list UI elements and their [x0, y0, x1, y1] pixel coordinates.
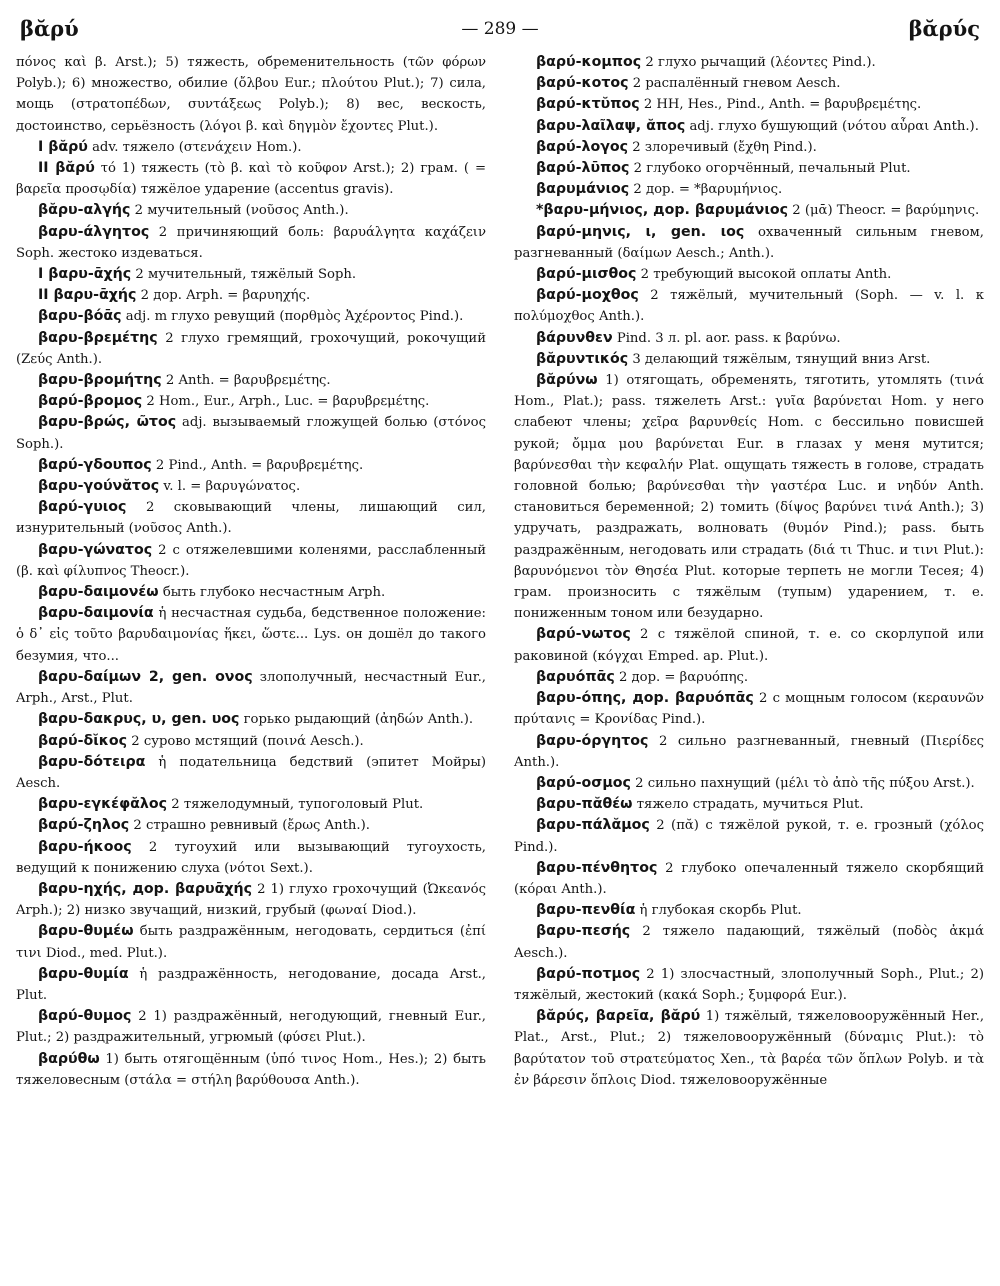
- entry-definition: 2 тяжёлый, мучительный (Soph. — v. l. к πολύμοχθος Anth.).: [514, 288, 984, 325]
- page-number: — 289 —: [461, 19, 539, 39]
- dictionary-entry: [514, 349, 984, 370]
- dictionary-entry: [514, 794, 984, 815]
- entry-definition: Pind. 3 л. pl. aor. pass. к βαρύνω.: [616, 330, 841, 346]
- dictionary-entry: [16, 52, 486, 137]
- dictionary-entry: [514, 52, 984, 73]
- header-left-word: βᾰρύ: [20, 16, 79, 41]
- dictionary-entry: [514, 200, 984, 221]
- columns: [16, 52, 984, 1091]
- entry-definition: ἡ глубокая скорбь Plut.: [639, 903, 802, 919]
- dictionary-entry: [16, 497, 486, 539]
- entry-definition: 2 1) раздражённый, негодующий, гневный Eur., Plut.; 2) раздражительный, угрюмый (φύσει Plut.).: [16, 1009, 486, 1046]
- entry-definition: 2 1) глухо грохочущий (Ὠκεανός Arph.); 2) низко звучащий, низкий, грубый (φωναί Diod.).: [16, 881, 486, 919]
- dictionary-entry: [514, 624, 984, 666]
- entry-headword: βαρυόπᾱς: [536, 668, 615, 685]
- dictionary-entry: [514, 667, 984, 688]
- entry-headword: βαρύ-κτῠπος: [536, 96, 640, 113]
- entry-definition: быть глубоко несчастным Arph.: [162, 585, 386, 601]
- entry-definition: 2 глухо гремящий, грохочущий, рокочущий (Ζεύς Anth.).: [16, 330, 486, 367]
- dictionary-entry: [16, 794, 486, 815]
- entry-headword: βαρύ-θυμος: [38, 1008, 132, 1025]
- entry-headword: βαρυ-ήκοος: [38, 838, 132, 855]
- entry-definition: 2 (πᾰ) с тяжёлой рукой, т. е. грозный (χόλος Pind.).: [514, 818, 984, 855]
- entry-definition: 2 с тяжёлой спиной, т. е. со скорлупой или раковиной (κόγχαι Emped. ap. Plut.).: [514, 627, 984, 664]
- dictionary-entry: [16, 476, 486, 497]
- right-column: [514, 52, 984, 1091]
- dictionary-entry: [514, 158, 984, 179]
- dictionary-entry: [16, 158, 486, 200]
- entry-definition: горько рыдающий (ἀηδών Anth.).: [243, 712, 474, 728]
- entry-definition: 2 причиняющий боль: βαρυάλγητα καχάζειν Soph. жестоко издеваться.: [16, 224, 486, 261]
- entry-headword: *βαρυ-μήνιος, дор. βαρυμάνιος: [536, 202, 789, 219]
- entry-definition: 2 тяжело падающий, тяжёлый (ποδὸς ἀκμά Aesch.).: [514, 924, 984, 961]
- entry-definition: 2 глубоко огорчённый, печальный Plut.: [633, 161, 911, 177]
- entry-definition: 2 Anth. = βαρυβρεμέτης.: [165, 373, 331, 389]
- entry-headword: βαρυ-πᾰθέω: [536, 796, 633, 813]
- dictionary-entry: [514, 116, 984, 137]
- entry-definition: ἡ раздражённость, негодование, досада Arst., Plut.: [16, 966, 487, 1003]
- entry-headword: βαρύ-μοχθος: [536, 287, 639, 304]
- entry-definition: 2 тяжелодумный, тупоголовый Plut.: [171, 797, 424, 813]
- entry-definition: 2 глубоко опечаленный тяжело скорбящий (κόραι Anth.).: [514, 860, 984, 897]
- entry-headword: βαρυ-γώνατος: [38, 541, 153, 558]
- dictionary-entry: [514, 370, 984, 624]
- entry-definition: τό 1) тяжесть (τὸ β. καὶ τὸ κοῦφον Arst.); 2) грам. ( = βαρεῖα προσῳδία) тяжёлое ударение (accentus gravis).: [16, 161, 486, 198]
- dictionary-entry: [514, 921, 984, 963]
- entry-definition: 2 злоречивый (ἔχθη Pind.).: [632, 139, 817, 155]
- entry-headword: βαρύ-γυιος: [38, 499, 127, 516]
- dictionary-entry: [16, 222, 486, 264]
- dictionary-entry: [16, 879, 486, 921]
- entry-headword: βαρύ-κοτος: [536, 75, 629, 92]
- entry-definition: 1) отягощать, обременять, тяготить, утомлять (τινά Hom., Plat.); pass. тяжелеть Arst.: γυῖα βαρύνεται Hom. у него слабеют члены; χεῖρα βαρυνθείς Hom. с бессильно повисшей рукой; ὄμμα μου βαρύνεται Eur. в глазах у меня мутится; βαρύνεσθαι τὴν κεφαλήν Plat. ощущать тяжесть в голове, страдать головной болью; βαρύνεσθαι τὴν γαστέρα Luc. и νηδύν Anth. становиться беременной; 2) томить (δίψος βαρύνει τινά Anth.); 3) удручать, раздражать, волновать (θυμόν Pind.); pass. быть раздражённым, негодовать или страдать (διά τι Thuc. и τινι Plut.): βαρυνόμενοι τὸν Θησέα Plut. которые терпеть не могли Тесея; 4) грам. произносить с тяжёлым (тупым) ударением, т. е. пониженным тоном или безударно.: [514, 373, 985, 622]
- entry-definition: злополучный, несчастный Eur., Arph., Arst., Plut.: [16, 669, 486, 707]
- entry-definition: 1) быть отягощённым (ὑπό τινος Hom., Hes.); 2) быть тяжеловесным (στάλα = στήλη βαρύθουσα Anth.).: [16, 1051, 486, 1088]
- entry-definition: adj. m глухо ревущий (πορθμὸς Ἀχέροντος Pind.).: [125, 309, 464, 325]
- entry-headword: βαρυμάνιος: [536, 181, 630, 198]
- entry-headword: βαρύ-κομπος: [536, 54, 642, 70]
- entry-definition: ἡ подательница бедствий (эпитет Мойры) Aesch.: [16, 754, 486, 791]
- entry-definition: v. l. = βαρυγώνατος.: [163, 479, 301, 495]
- dictionary-entry: [16, 731, 486, 752]
- entry-definition: 2 глухо рычащий (λέοντες Pind.).: [645, 55, 876, 70]
- entry-definition: adj. глухо бушующий (νότου αὖραι Anth.).: [689, 118, 979, 134]
- running-head: [16, 14, 984, 48]
- entry-definition: adj. вызываемый гложущей болью (στόνος Soph.).: [16, 415, 486, 452]
- entry-headword: βαρύ-μηνις, ι, gen. ιος: [536, 223, 745, 240]
- entry-definition: 2 дор. Arph. = βαρυηχής.: [140, 288, 311, 304]
- entry-headword: βαρύ-βρομος: [38, 393, 143, 410]
- dictionary-entry: [16, 921, 486, 963]
- dictionary-entry: [16, 1049, 486, 1091]
- dictionary-entry: [514, 815, 984, 857]
- entry-headword: βαρύ-μισθος: [536, 266, 637, 283]
- dictionary-entry: [514, 285, 984, 327]
- dictionary-entry: [514, 264, 984, 285]
- entry-headword: βαρυ-λαῖλαψ, ᾰπος: [536, 117, 686, 134]
- entry-headword: βαρυ-δαιμονέω: [38, 584, 159, 601]
- entry-definition: adv. тяжело (στενάχειν Hom.).: [92, 139, 302, 155]
- dictionary-entry: [16, 391, 486, 412]
- dictionary-entry: [514, 328, 984, 349]
- entry-definition: ἡ несчастная судьба, бедственное положение: ὁ δ᾽ εἰς τοῦτο βαρυδαιμονίας ἥκει, ὥστε... Lys. он дошёл до такого безумия, что...: [16, 606, 486, 664]
- entry-headword: βαρυ-βρεμέτης: [38, 329, 158, 346]
- entry-definition: 2 тугоухий или вызывающий тугоухость, ведущий к понижению слуха (νότοι Sext.).: [16, 839, 486, 876]
- entry-definition: 3 делающий тяжёлым, тянущий вниз Arst.: [632, 351, 931, 367]
- left-column: [16, 52, 486, 1091]
- dictionary-entry: [16, 603, 486, 667]
- entry-definition: охваченный сильным гневом, разгневанный (δαίμων Aesch.; Anth.).: [514, 224, 985, 261]
- entry-headword: βαρυ-όργητος: [536, 732, 649, 749]
- entry-headword: βαρυ-βρώς, ῶτος: [38, 414, 177, 431]
- entry-definition: 2 Hom., Eur., Arph., Luc. = βαρυβρεμέτης.: [146, 394, 430, 410]
- entry-definition: 2 дор. = βαρυόπης.: [618, 669, 749, 685]
- dictionary-entry: [16, 412, 486, 454]
- dictionary-entry: [514, 688, 984, 730]
- dictionary-entry: [514, 900, 984, 921]
- dictionary-entry: [514, 1006, 984, 1091]
- entry-headword: βαρυ-πάλᾰμος: [536, 817, 650, 834]
- entry-definition: 2 Pind., Anth. = βαρυβρεμέτης.: [155, 457, 364, 473]
- dictionary-entry: [514, 731, 984, 773]
- entry-definition: 1) тяжёлый, тяжеловооружённый Her., Plat., Arst., Plut.; 2) тяжеловооружённый (δύναμις Plut.): τὸ βαρύτατον τοῦ στρατεύματος Xen., τὰ βαρέα τῶν ὅπλων Polyb. и τὰ ἐν βάρεσιν ὅπλοις Diod. тяжеловооружённые: [514, 1009, 985, 1088]
- dictionary-entry: [16, 200, 486, 221]
- entry-headword: βαρυ-πενθία: [536, 902, 636, 919]
- entry-headword: βαρυ-πεσής: [536, 923, 631, 940]
- entry-headword: βαρυ-δότειρα: [38, 753, 146, 770]
- dictionary-entry: [16, 285, 486, 306]
- dictionary-entry: [16, 306, 486, 327]
- dictionary-entry: [514, 222, 984, 264]
- dictionary-entry: [514, 73, 984, 94]
- dictionary-entry: [16, 264, 486, 285]
- entry-definition: 2 1) злосчастный, злополучный Soph., Plut.; 2) тяжёлый, жестокий (κακά Soph.; ξυμφορά Eur.).: [514, 966, 984, 1003]
- dictionary-entry: [16, 752, 486, 794]
- entry-definition: 2 требующий высокой оплаты Anth.: [640, 267, 892, 283]
- dictionary-entry: [16, 137, 486, 158]
- entry-definition: 2 с мощным голосом (κεραυνῶν πρύτανις = Κρονίδας Pind.).: [514, 691, 984, 728]
- entry-definition: 2 (μᾱ) Theocr. = βαρύμηνις.: [792, 203, 980, 219]
- entry-definition: 2 сильно пахнущий (μέλι τὸ ἀπὸ τῆς πύξου Arst.).: [635, 775, 975, 791]
- entry-headword: βαρυ-θυμέω: [38, 923, 134, 940]
- entry-headword: βαρυ-δακρυς, υ, gen. υος: [38, 711, 240, 728]
- dictionary-entry: [16, 837, 486, 879]
- dictionary-entry: [514, 137, 984, 158]
- entry-headword: βᾰρύνω: [536, 372, 598, 389]
- entry-headword: βαρυ-όπης, дор. βαρυόπᾱς: [536, 690, 754, 707]
- entry-headword: βαρυ-βρομήτης: [38, 372, 162, 389]
- entry-headword: βαρυ-άλγητος: [38, 223, 150, 240]
- dictionary-entry: [16, 667, 486, 709]
- entry-headword: βᾰρύς, βαρεῖα, βᾰρύ: [536, 1008, 701, 1025]
- entry-headword: βαρύ-ζηλος: [38, 817, 130, 834]
- header-right-word: βᾰρύς: [908, 16, 980, 41]
- entry-definition: 2 сурово мстящий (ποινά Aesch.).: [131, 733, 364, 749]
- entry-definition: 2 страшно ревнивый (ἔρως Anth.).: [133, 818, 370, 834]
- entry-headword: βαρύ-λογος: [536, 138, 629, 155]
- entry-headword: βαρυ-ηχής, дор. βαρυᾱχής: [38, 880, 253, 897]
- entry-definition: 2 сильно разгневанный, гневный (Πιερίδες Anth.).: [514, 733, 984, 770]
- entry-definition: πόνος καὶ β. Arst.); 5) тяжесть, обременительность (τῶν φόρων Polyb.); 6) множество, обилие (ὄλβου Eur.; πλούτου Plut.); 7) сила, мощь (στρατοπέδων, συντάξεως Polyb.); 8) вес, вескость, достоинство, серьёзность (λόγοι β. καὶ δηγμὸν ἔχοντες Plut.).: [16, 55, 486, 134]
- entry-headword: II βᾰρύ: [38, 160, 95, 177]
- entry-headword: βαρυ-δαίμων 2, gen. ονος: [38, 668, 253, 685]
- dictionary-entry: [16, 582, 486, 603]
- dictionary-entry: [16, 540, 486, 582]
- entry-headword: βαρύ-λῡπος: [536, 160, 630, 177]
- entry-headword: βαρυ-δαιμονία: [38, 605, 154, 622]
- dictionary-entry: [16, 815, 486, 836]
- entry-headword: βᾰρυντικός: [536, 350, 629, 367]
- entry-headword: I βαρυ-ᾱχής: [38, 266, 132, 283]
- entry-headword: βαρύ-ποτμος: [536, 965, 641, 982]
- dictionary-entry: [16, 370, 486, 391]
- entry-headword: βάρυνθεν: [536, 329, 613, 346]
- entry-definition: 2 распалённый гневом Aesch.: [632, 76, 841, 92]
- entry-definition: 2 с отяжелевшими коленями, расслабленный (β. καὶ φίλυπνος Theocr.).: [16, 542, 487, 579]
- entry-definition: быть раздражённым, негодовать, сердиться (ἐπί τινι Diod., med. Plut.).: [16, 924, 486, 961]
- entry-headword: βαρυ-εγκέφᾰλος: [38, 796, 168, 813]
- dictionary-entry: [16, 964, 486, 1006]
- dictionary-entry: [514, 858, 984, 900]
- entry-definition: 2 мучительный (νοῦσος Anth.).: [134, 203, 349, 219]
- dictionary-entry: [514, 773, 984, 794]
- entry-headword: βαρύ-γδουπος: [38, 456, 152, 473]
- entry-definition: тяжело страдать, мучиться Plut.: [636, 797, 864, 813]
- dictionary-entry: [16, 1006, 486, 1048]
- entry-headword: βαρυ-βόᾱς: [38, 308, 122, 325]
- dictionary-entry: [16, 328, 486, 370]
- dictionary-entry: [16, 709, 486, 730]
- entry-headword: βαρυ-πένθητος: [536, 859, 658, 876]
- dictionary-entry: [514, 964, 984, 1006]
- entry-headword: βαρύ-οσμος: [536, 774, 631, 791]
- entry-headword: βᾰρυ-αλγής: [38, 202, 131, 219]
- dictionary-entry: [514, 94, 984, 115]
- entry-headword: βαρύθω: [38, 1050, 100, 1067]
- entry-headword: βαρύ-δῐκος: [38, 732, 128, 749]
- entry-definition: 2 мучительный, тяжёлый Soph.: [135, 267, 357, 283]
- dictionary-entry: [16, 455, 486, 476]
- entry-headword: II βαρυ-ᾱχής: [38, 287, 137, 304]
- entry-definition: 2 дор. = *βαρυμήνιος.: [633, 182, 783, 198]
- entry-headword: βαρύ-νωτος: [536, 626, 631, 643]
- dictionary-entry: [514, 179, 984, 200]
- entry-headword: I βᾰρύ: [38, 138, 88, 155]
- entry-definition: 2 сковывающий члены, лишающий сил, изнурительный (νοῦσος Anth.).: [16, 500, 486, 537]
- entry-headword: βαρυ-θυμία: [38, 965, 129, 982]
- entry-definition: 2 HH, Hes., Pind., Anth. = βαρυβρεμέτης.: [643, 97, 922, 113]
- entry-headword: βαρυ-γούνᾰτος: [38, 478, 160, 495]
